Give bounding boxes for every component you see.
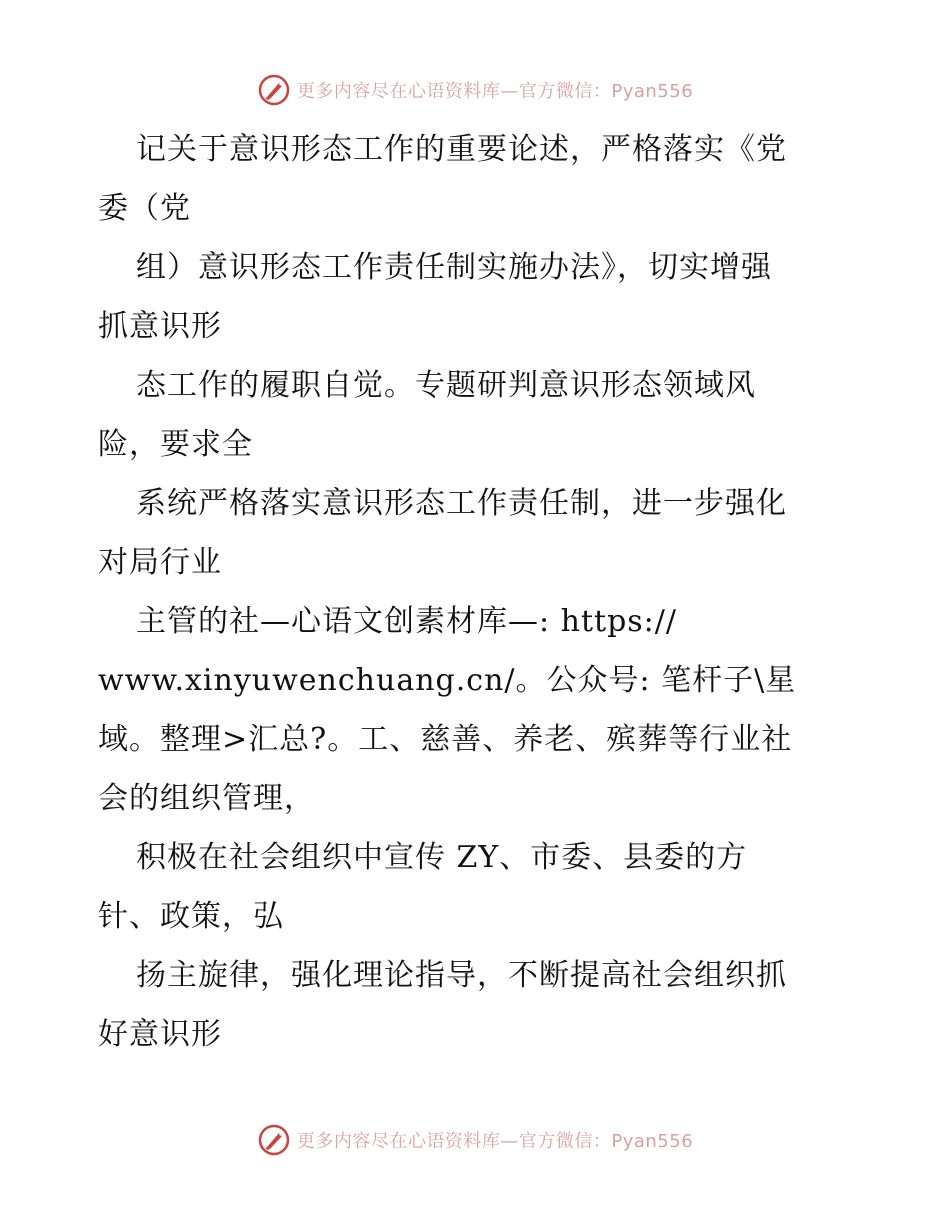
- body-line: www.xinyuwenchuang.cn/。公众号: 笔杆子\星: [98, 663, 797, 698]
- body-line: 好意识形: [98, 1017, 222, 1052]
- footer-banner-text: 更多内容尽在心语资料库—官方微信：Pyan556: [296, 1131, 694, 1152]
- body-line: 域。整理>汇总?。工、慈善、养老、殡葬等行业社: [98, 722, 793, 757]
- body-line: 积极在社会组织中宣传 ZY、市委、县委的方: [136, 840, 748, 875]
- body-line: 组）意识形态工作责任制实施办法》，切实增强: [136, 250, 772, 285]
- body-line: 针、政策，弘: [98, 899, 284, 934]
- body-line: 抓意识形: [98, 309, 222, 344]
- body-line: 态工作的履职自觉。专题研判意识形态领域风: [136, 368, 756, 403]
- pen-nib-logo-icon: [257, 1123, 291, 1157]
- body-line: 扬主旋律，强化理论指导，不断提高社会组织抓: [136, 958, 787, 993]
- body-line: 系统严格落实意识形态工作责任制，进一步强化: [136, 486, 787, 521]
- body-line: 主管的社—心语文创素材库—: https://: [136, 604, 677, 639]
- header-banner: [0, 70, 950, 110]
- body-line: 险，要求全: [98, 427, 253, 462]
- body-line: 会的组织管理，: [98, 781, 315, 816]
- body-line: 记关于意识形态工作的重要论述，严格落实《党: [136, 132, 787, 167]
- footer-banner: [0, 1120, 950, 1160]
- body-line: 对局行业: [98, 545, 222, 580]
- body-line: 委（党: [98, 191, 191, 226]
- document-body: [98, 120, 858, 1064]
- header-banner-text: 更多内容尽在心语资料库—官方微信：Pyan556: [296, 81, 694, 102]
- pen-nib-logo-icon: [257, 73, 291, 107]
